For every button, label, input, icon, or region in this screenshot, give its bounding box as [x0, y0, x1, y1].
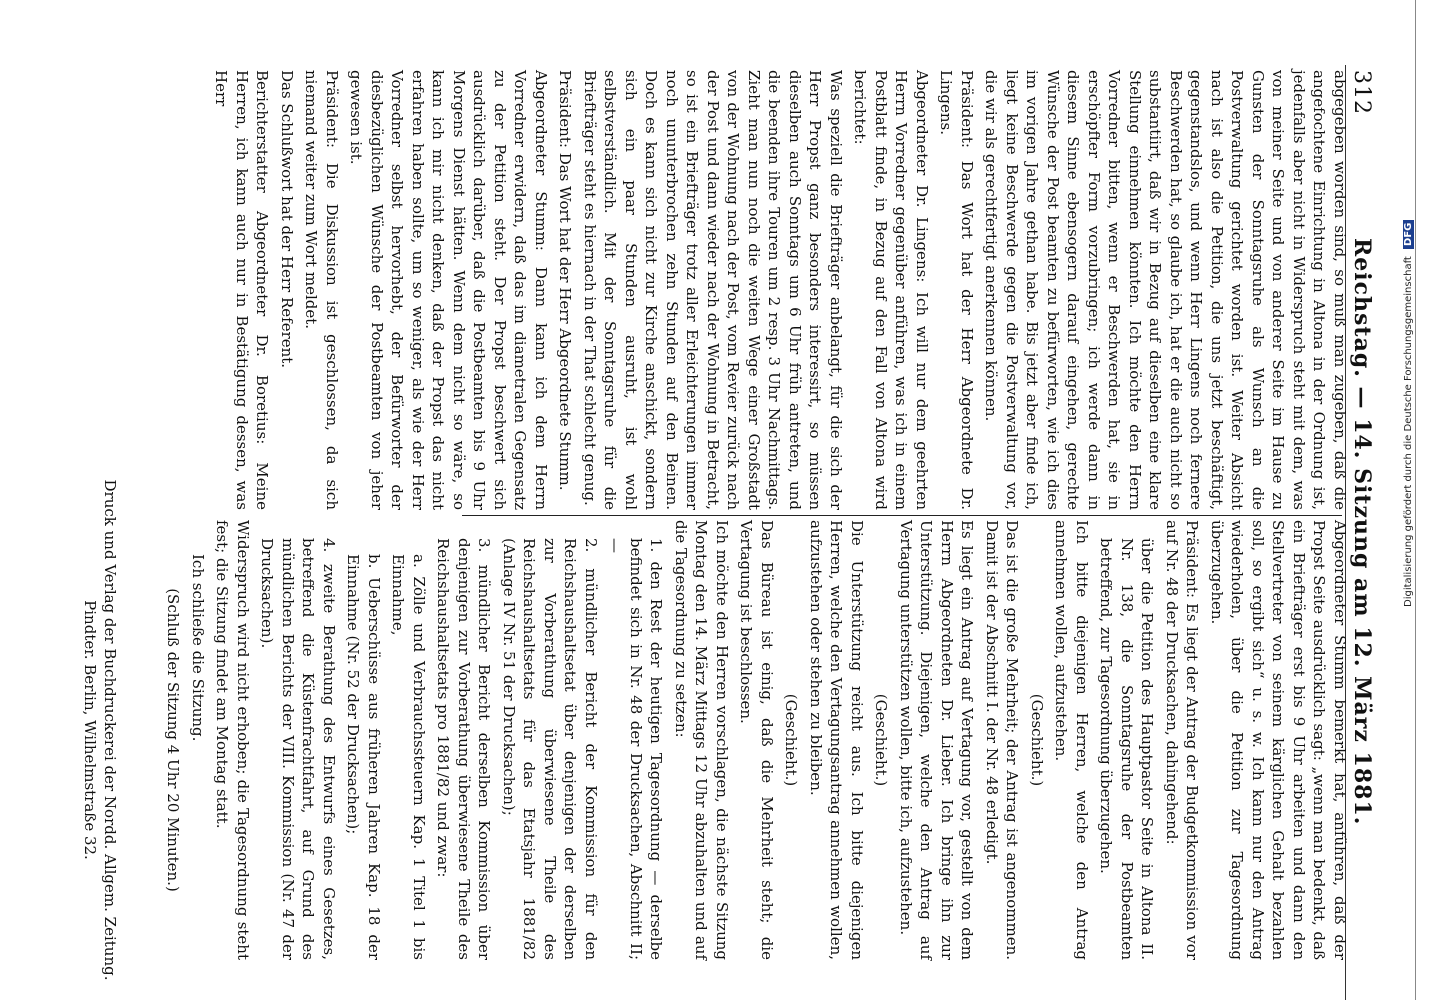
- paragraph: Ich schließe die Sitzung.: [189, 554, 207, 742]
- paragraph: Präsident: Es liegt der Antrag der Budgetkommission vor auf Nr. 48 der Drucksachen, dahingehend:: [1163, 520, 1202, 960]
- paragraph: Präsident: Das Wort hat der Herr Abgeordnete Stumm.: [556, 70, 575, 491]
- page-number: 312: [1349, 70, 1374, 115]
- paragraph: abgegeben worden sind, so muß man zugeben, daß die angefochtene Einrichtung in Altona in der Ordnung ist, jedenfalls aber nicht in Widerspruch steht mit dem, was von meiner Seite und von anderer Seite im Hause zu Gunsten der Sonntagsruhe als Wunsch an die Postverwaltung gerichtet worden ist. Weiter Absicht nach ist also die Petition, die uns jetzt beschäftigt, gegenstandslos, und wenn Herr Lingens noch fernere Beschwerden hat, so glaube ich, hat er die auch nicht so substantiirt, daß wir in Bezug auf dieselben eine klare Stellung einnehmen könnten. Ich möchte den Herrn Vorredner bitten, wenn er Beschwerden hat, sie in erschöpfter Form vorzubringen; ich werde dann in diesem Sinne ebensogern darauf eingehen, gerechte Wünsche der Post beamten zu befürworten, wie ich dies im vorigen Jahre gethan habe. Bis jetzt aber finde ich, liegt keine Beschwerde gegen die Postverwaltung vor, die wir als gerechtfertigt anerkennen können.: [982, 70, 1349, 510]
- paragraph: Das ist die große Mehrheit; der Antrag ist angenommen. Damit ist der Abschnitt I. der Nr. 48 erledigt.: [983, 520, 1022, 960]
- column-divider: [462, 515, 1342, 516]
- paragraph: Berichterstatter Abgeordneter Dr. Boretius: Meine Herren, ich kann auch nur in Bestätigung dessen, was Herr: [212, 70, 272, 510]
- paragraph: Abgeordneter Stumm: Dann kann ich dem Herrn Vorredner erwidern, daß das im diametralen Gegensatz zu der Petition steht. Der Propst beschwert sich ausdrücklich darüber, daß die Postbeamten bis 9 Uhr Morgens Dienst hätten. Wenn dem nicht so wäre, so kann ich mir nicht denken, daß der Propst das nicht erfahren haben sollte, um so weniger, als wie der Herr Vorredner selbst hervorhebt, der Befürworter der diesbezüglichen Wünsche der Postbeamten von jeher gewesen ist.: [347, 70, 550, 510]
- paragraph: Abgeordneter Dr. Lingens: Ich will nur dem geehrten Herrn Vorredner gegenüber anführen, was ich in einem Postblatt finde, in Bezug auf den Fall von Altona wird berichtet:: [851, 70, 931, 510]
- agenda-item: 3. mündlicher Bericht derselben Kommission über denjenigen zur Vorberathung überwiesene Theile des Reichshaushaltsetats pro 1881/82 und zwar:: [434, 538, 494, 960]
- agenda-item: 1. den Rest der heutigen Tagesordnung — derselbe befindet sich in Nr. 48 der Drucksachen, Abschnitt II; —: [606, 538, 666, 960]
- paragraph: Das Schlußwort hat der Herr Referent.: [278, 70, 296, 369]
- stage-direction: (Geschieht.): [782, 693, 801, 787]
- paragraph: Präsident: Die Diskussion ist geschlossen, da sich niemand weiter zum Wort meldet.: [302, 70, 341, 510]
- stage-direction: (Geschieht.): [872, 693, 891, 787]
- agenda-item: 2. mündlicher Bericht der Kommission für den Reichshaushaltsetat über denjenigen der derselben zur Vorberathung überwiesene Theile des Reichshaushaltsetats für das Etatsjahr 1881/82 (Anlage IV Nr. 51 der Drucksachen);: [500, 538, 600, 960]
- closing-note: (Schluß der Sitzung 4 Uhr 20 Minuten.): [164, 588, 183, 892]
- paragraph: Die Unterstützung reicht aus. Ich bitte diejenigen Herren, welche den Vertagungsantrag annehmen wollen, aufzustehen oder stehen zu bleiben.: [807, 520, 866, 960]
- printer-imprint: Druck und Verlag der Buchdruckerei der Nordd. Allgem. Zeitung. Pindter. Berlin, Wilhelmstraße 32.: [81, 479, 119, 981]
- scan-margin: [1415, 0, 1432, 1000]
- paragraph: Ich möchte den Herren vorschlagen, die nächste Sitzung Montag den 14. März Mittags 12 Uhr abzuhalten und auf die Tagesordnung zu setzen:: [672, 520, 731, 960]
- page-title: Reichstag. — 14. Sitzung am 12. März 1881.: [1349, 238, 1375, 826]
- agenda-subitem: b. Ueberschüsse aus früheren Jahren Kap. 18 der Einnahme (Nr. 52 der Drucksachen);: [344, 554, 383, 960]
- page-header: [1349, 70, 1375, 990]
- digitization-text: Digitalisierung gefördert durch die Deutsche Forschungsgemeinschaft: [1403, 256, 1414, 607]
- paragraph: Ich bitte diejenigen Herren, welche den Antrag annehmen wollen, aufzustehen.: [1052, 520, 1091, 960]
- stage-direction: (Geschieht.): [1028, 693, 1046, 787]
- paragraph: Widerspruch wird nicht erhoben; die Tagesordnung steht fest; die Sitzung findet am Montag statt.: [213, 520, 252, 960]
- dfg-logo: DFG: [1403, 220, 1414, 249]
- right-column: [164, 520, 1350, 960]
- quote-paragraph: Was speziell die Briefträger anbelangt, für die sich der Herr Propst ganz besonders interessirt, so müssen dieselben auch Sonntags um 6 Uhr früh antreten, und die beenden ihre Touren um 2 resp. 3 Uhr Nachmittags. Zieht man nun noch die weiten Wege einer Großstadt von der Wohnung nach der Post, vom Revier zurück nach der Post und dann wieder nach der Wohnung in Betracht, so ist ein Briefträger trotz aller Erleichterungen immer noch ununterbrochen zehn Stunden auf den Beinen. Doch es kann sich nicht zur Kirche anschickt, sondern sich ein paar Stunden ausruht, ist wohl selbstverständlich. Mit der Sonntagsruhe für die Briefträger steht es hiernach in der That schlecht genug.: [581, 70, 845, 510]
- paragraph: Abgeordneter Stumm bemerkt hat, anführen, daß der Propst Seite ausdrücklich sagt: „wenn man bedenkt, daß ein Briefträger erst bis 9 Uhr arbeiten und dann den Stellvertreter von seinem kärglichen Gehalt bezahlen soll, so ergibt sich“ u. s. w. Ich kann nur den Antrag wiederholen, über die Petition zur Tagesordnung überzugehen.: [1208, 520, 1349, 960]
- paragraph: Präsident: Das Wort hat der Herr Abgeordnete Dr. Lingens.: [937, 70, 976, 510]
- digitization-note: [1403, 220, 1414, 607]
- agenda-item: 4. zweite Berathung des Entwurfs eines Gesetzes, betreffend die Küstenfrachtfahrt, auf Grund des mündlichen Berichts der VIII. Kommission (Nr. 47 der Drucksachen).: [258, 538, 338, 960]
- left-column: [212, 70, 1350, 510]
- agenda-subitem: a. Zölle und Verbrauchssteuern Kap. 1 Titel 1 bis Einnahme,: [389, 554, 428, 960]
- motion-text: über die Petition des Hauptpastor Seite in Altona II. Nr. 138, die Sonntagsruhe der Postbeamten betreffend, zur Tagesordnung überzugehen.: [1097, 538, 1157, 960]
- paragraph: Das Büreau ist einig, daß die Mehrheit steht; die Vertagung ist beschlossen.: [737, 520, 776, 960]
- paragraph: Es liegt ein Antrag auf Vertagung vor, gestellt von dem Herrn Abgeordneten Dr. Lieber. Ich bringe ihn zur Unterstützung. Diejenigen, welche den Antrag auf Vertagung unterstützen wollen, bitte ich, aufzustehen.: [897, 520, 977, 960]
